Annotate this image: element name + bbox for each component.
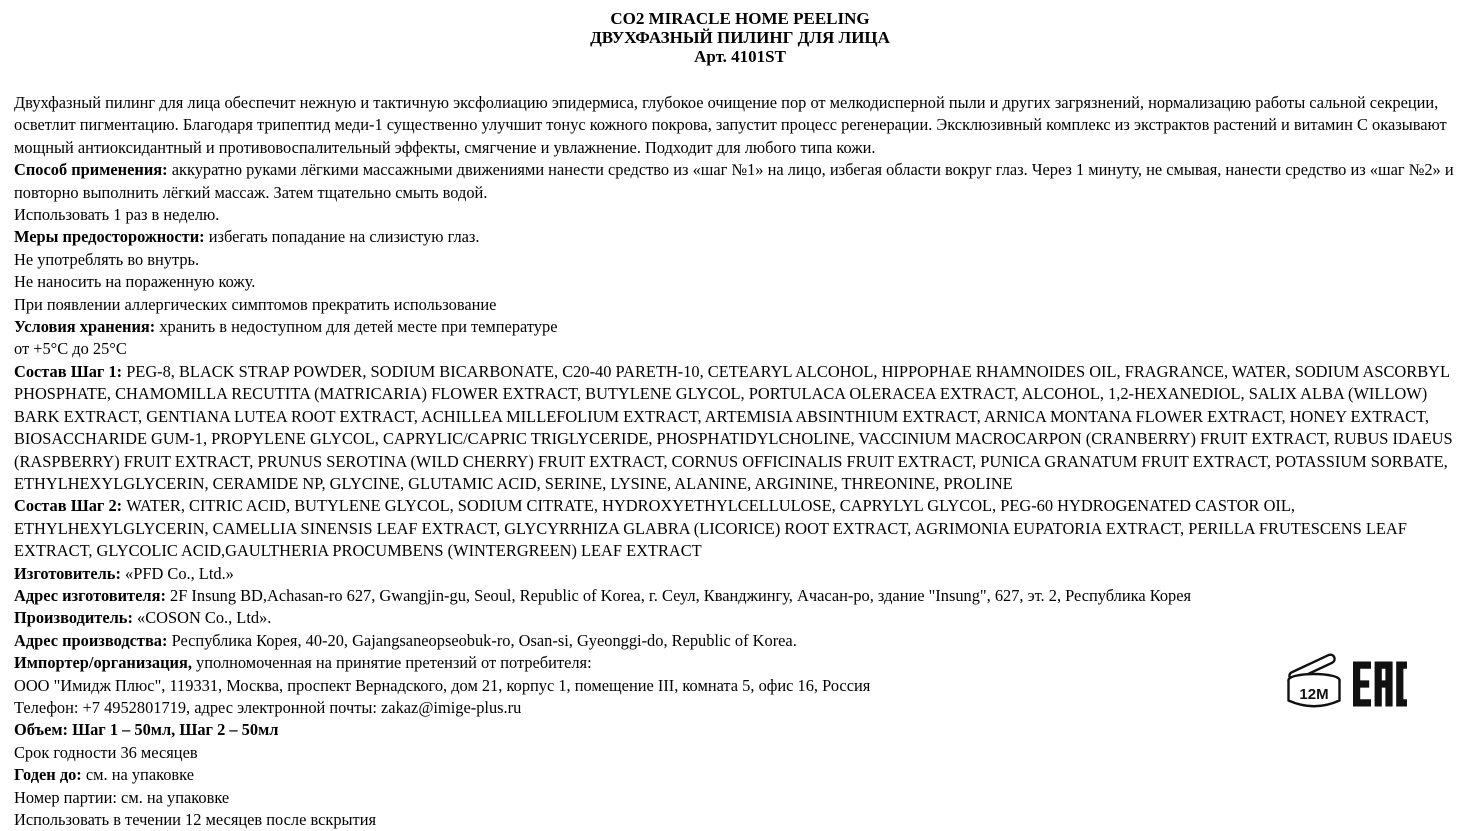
storage-conditions-lead: Условия хранения: xyxy=(14,317,156,337)
precaution-damaged-skin: Не наносить на пораженную кожу. xyxy=(14,272,256,292)
after-opening: Использовать в течении 12 месяцев после вскрытия xyxy=(14,810,377,829)
manufacturer: Изготовитель: «PFD Co., Ltd.» xyxy=(14,563,234,583)
product-name-en: CO2 MIRACLE HOME PEELING xyxy=(610,9,870,28)
precautions: Меры предосторожности: избегать попадание на слизистую глаз. xyxy=(14,227,480,247)
manufacturer-address-lead: Адрес изготовителя: xyxy=(14,585,166,605)
usage-instructions-lead: Способ применения: xyxy=(14,160,168,180)
importer: Импортер/организация, уполномоченная на принятие претензий от потребителя: xyxy=(14,653,592,673)
product-name-ru: ДВУХФАЗНЫЙ ПИЛИНГ ДЛЯ ЛИЦА xyxy=(590,28,890,47)
storage-temperature: от +5°С до 25°С xyxy=(14,339,127,359)
ingredients-step2-lead: Состав Шаг 2: xyxy=(14,496,123,516)
production-address-lead: Адрес производства: xyxy=(14,630,168,650)
ingredients-step1-lead: Состав Шаг 1: xyxy=(14,361,123,381)
precaution-allergy: При появлении аллергических симптомов прекратить использование xyxy=(14,294,497,314)
ingredients-step1: Состав Шаг 1: PEG-8, BLACK STRAP POWDER, SODIUM BICARBONATE, C20-40 PARETH-10, CETEARYL ALCOHOL, HIPPOPHAE RHAMNOIDES OIL, FRAGRANCE, WATER, SODIUM ASCORBYL PHOSPHATE, CHAMOMILLA RECUTITA (MATRICARIA) FLOWER EXTRACT, BUTYLENE GLYCOL, PORTULACA OLERACEA EXTRACT, ALCOHOL, 1,2-HEXANEDIOL, SALIX ALBA (WILLOW) BARK EXTRACT, GENTIANA LUTEA ROOT EXTRACT, ACHILLEA MILLEFOLIUM EXTRACT, ARTEMISIA ABSINTHIUM EXTRACT, ARNICA MONTANA FLOWER EXTRACT, HONEY EXTRACT, BIOSACCHARIDE GUM-1, PROPYLENE GLYCOL, CAPRYLIC/CAPRIC TRIGLYCERIDE, PHOSPHATIDYLCHOLINE, VACCINIUM MACROCARPON (CRANBERRY) FRUIT EXTRACT, RUBUS IDAEUS (RASPBERRY) FRUIT EXTRACT, PRUNUS SEROTINA (WILD CHERRY) FRUIT EXTRACT, CORNUS OFFICINALIS FRUIT EXTRACT, PUNICA GRANATUM FRUIT EXTRACT, POTASSIUM SORBATE, ETHYLHEXYLGLYCERIN, CERAMIDE NP, GLYCINE, GLUTAMIC ACID, SERINE, LYSINE, ALANINE, ARGININE, THREONINE, PROLINE xyxy=(14,361,1453,493)
document-title-block xyxy=(14,9,1466,66)
phone-email: Телефон: +7 4952801719, адрес электронной почты: zakaz@imige-plus.ru xyxy=(14,697,522,717)
volume-lead: Объем: Шаг 1 – 50мл, Шаг 2 – 50мл xyxy=(14,720,279,740)
precautions-lead: Меры предосторожности: xyxy=(14,227,205,247)
usage-instructions: Способ применения: аккуратно руками лёгкими массажными движениями нанести средство из «шаг №1» на лицо, избегая области вокруг глаз. Через 1 минуту, не смывая, нанести средство из «шаг №2» и повторно выполнить лёгкий массаж. Затем тщательно смыть водой. xyxy=(14,160,1454,202)
precaution-ingest: Не употреблять во внутрь. xyxy=(14,249,200,269)
importer-lead: Импортер/организация, xyxy=(14,653,192,673)
document-body xyxy=(14,92,1466,831)
article-number: Арт. 4101ST xyxy=(694,47,786,66)
certification-icons xyxy=(1285,643,1407,709)
importer-details: ООО "Имидж Плюс", 119331, Москва, проспект Вернадского, дом 21, корпус 1, помещение III, комната 5, офис 16, Россия xyxy=(14,675,871,695)
pao-months-label: 12M xyxy=(1299,686,1329,703)
ingredients-step2: Состав Шаг 2: WATER, CITRIC ACID, BUTYLENE GLYCOL, SODIUM CITRATE, HYDROXYETHYLCELLULOSE, CAPRYLYL GLYCOL, PEG-60 HYDROGENATED CASTOR OIL, ETHYLHEXYLGLYCERIN, CAMELLIA SINENSIS LEAF EXTRACT, GLYCYRRHIZA GLABRA (LICORICE) ROOT EXTRACT, AGRIMONIA EUPATORIA EXTRACT, PERILLA FRUTESCENS LEAF EXTRACT, GLYCOLIC ACID,GAULTHERIA PROCUMBENS (WINTERGREEN) LEAF EXTRACT xyxy=(14,496,1407,561)
producer-lead: Производитель: xyxy=(14,608,133,628)
eac-mark-icon xyxy=(1353,661,1407,707)
usage-frequency: Использовать 1 раз в неделю. xyxy=(14,205,220,225)
shelf-life: Срок годности 36 месяцев xyxy=(14,742,198,762)
manufacturer-lead: Изготовитель: xyxy=(14,563,121,583)
intro-paragraph: Двухфазный пилинг для лица обеспечит нежную и тактичную эксфолиацию эпидермиса, глубокое очищение пор от мелкодисперной пыли и других загрязнений, нормализацию работы сальной секреции, осветлит пигментацию. Благодаря трипептид меди-1 существенно улучшит тонус кожного покрова, запустит процесс регенерации. Эксклюзивный комплекс из экстрактов растений и витамин С оказывают мощный антиоксидантный и противовоспалительный эффекты, смягчение и увлажнение. Подходит для любого типа кожи. xyxy=(14,93,1447,157)
best-before-lead: Годен до: xyxy=(14,765,82,785)
storage-conditions: Условия хранения: хранить в недоступном для детей месте при температуре xyxy=(14,317,558,337)
batch-number: Номер партии: см. на упаковке xyxy=(14,787,230,807)
period-after-opening-icon xyxy=(1285,643,1343,709)
manufacturer-address: Адрес изготовителя: 2F Insung BD,Achasan-ro 627, Gwangjin-gu, Seoul, Republic of Korea, г. Сеул, Кванджингу, Ачасан-ро, здание "Insung", 627, эт. 2, Республика Корея xyxy=(14,585,1192,605)
best-before: Годен до: см. на упаковке xyxy=(14,765,194,785)
production-address: Адрес производства: Республика Корея, 40-20, Gajangsaneopseobuk-ro, Osan-si, Gyeonggi-do, Republic of Korea. xyxy=(14,630,797,650)
producer: Производитель: «COSON Co., Ltd». xyxy=(14,608,272,628)
volume xyxy=(14,719,1466,741)
